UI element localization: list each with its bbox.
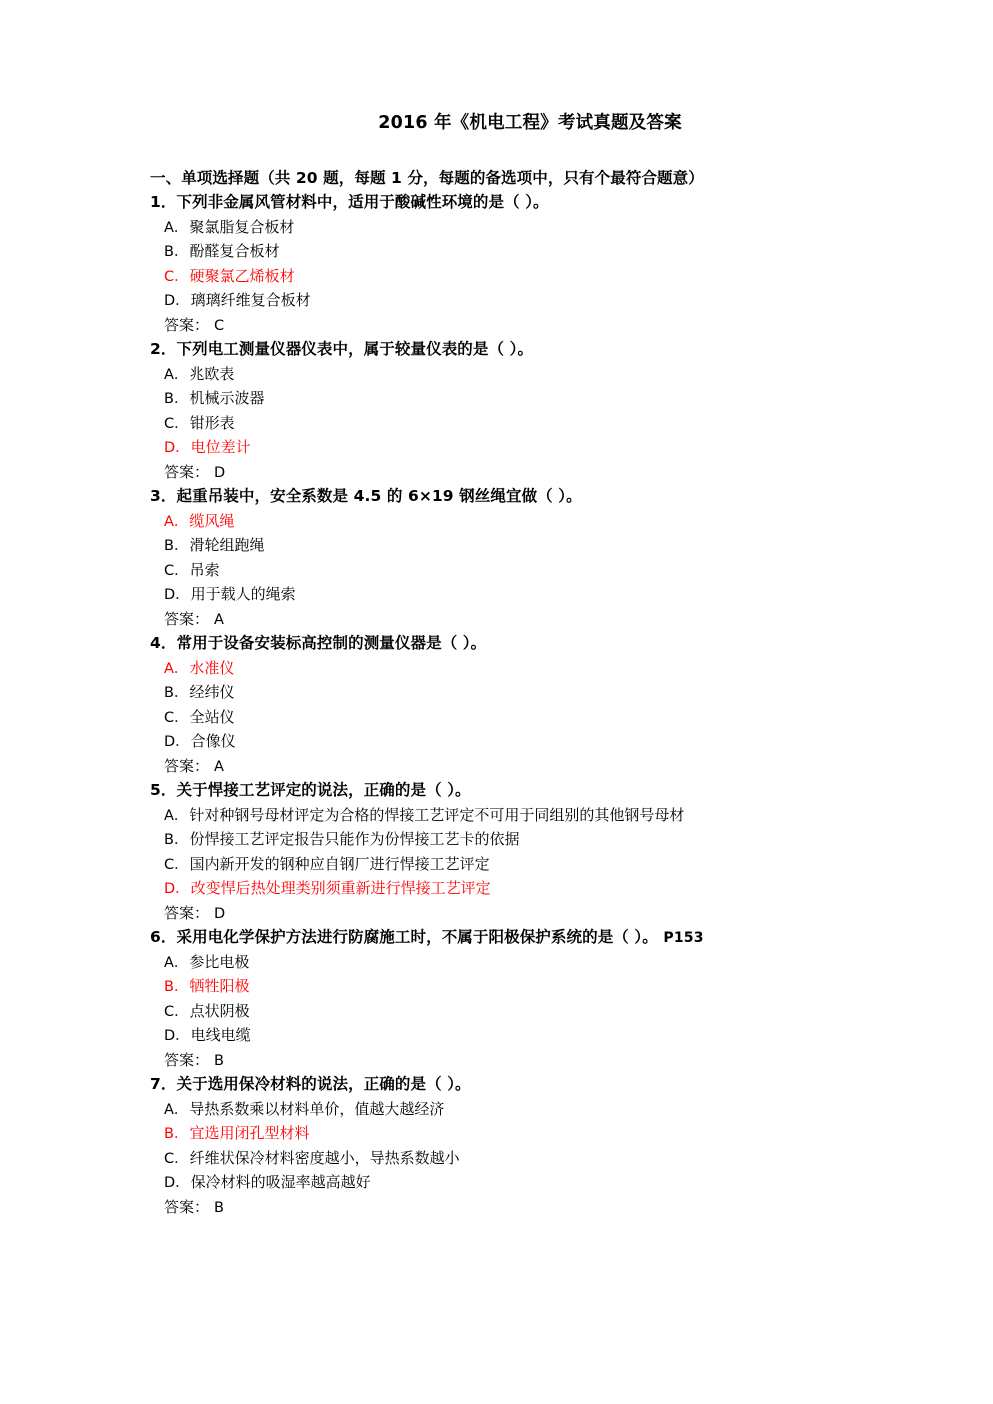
option-text: 用于载人的绳索	[190, 585, 296, 604]
question-text: 下列电工测量仪器仪表中，属于较量仪表的是（ ）。	[176, 340, 534, 359]
option-letter: B．	[164, 391, 189, 408]
question-number: 6．	[150, 928, 177, 947]
page-title: 2016 年《机电工程》考试真题及答案	[378, 113, 682, 133]
answer-value: D	[214, 464, 226, 481]
option-text: 份悍接工艺评定报告只能作为份悍接工艺卡的依据	[189, 830, 520, 849]
option-letter: C．	[164, 562, 189, 579]
answer-option[interactable]	[150, 952, 910, 971]
option-letter: C．	[164, 268, 189, 285]
question-text: 常用于设备安装标高控制的测量仪器是（ ）。	[176, 634, 487, 653]
option-text: 改变悍后热处理类别须重新进行悍接工艺评定	[190, 879, 491, 898]
answer-option[interactable]	[150, 440, 910, 456]
option-letter: B．	[164, 685, 189, 702]
section-heading: 一、单项选择题（共 20 题，每题 1 分，每题的备选项中，只有个最符合题意）	[150, 168, 704, 187]
question-stem	[150, 783, 910, 799]
option-text: 吊索	[189, 560, 220, 579]
option-letter: D．	[164, 293, 190, 310]
answer-option[interactable]	[150, 1148, 910, 1167]
answer-label: 答案：	[164, 462, 210, 481]
option-letter: A．	[164, 219, 189, 236]
question-stem	[150, 342, 910, 358]
option-text: 酚醛复合板材	[189, 242, 280, 261]
answer-option[interactable]	[150, 293, 910, 309]
option-letter: D．	[164, 881, 190, 898]
option-text: 保冷材料的吸湿率越高越好	[190, 1173, 371, 1192]
option-letter: C．	[164, 709, 189, 726]
option-letter: A．	[164, 954, 189, 971]
option-text: 国内新开发的钢种应自钢厂进行悍接工艺评定	[189, 854, 490, 873]
question-block	[150, 489, 910, 627]
option-letter: B．	[164, 1126, 189, 1143]
answer-option[interactable]	[150, 266, 910, 285]
option-text: 机械示波器	[189, 389, 265, 408]
option-text: 滑轮组跑绳	[189, 536, 265, 555]
option-letter: D．	[164, 440, 190, 457]
question-block	[150, 783, 910, 921]
answer-option[interactable]	[150, 1126, 910, 1142]
answer-option[interactable]	[150, 511, 910, 530]
question-number: 2．	[150, 340, 177, 359]
option-text: 兆欧表	[189, 364, 235, 383]
option-text: 聚氯脂复合板材	[189, 217, 295, 236]
answer-option[interactable]	[150, 1175, 910, 1191]
answer-line	[150, 1197, 910, 1216]
question-block	[150, 1077, 910, 1215]
question-stem	[150, 195, 910, 211]
option-text: 钳形表	[189, 413, 235, 432]
question-text: 采用电化学保护方法进行防腐施工时，不属于阳极保护系统的是（ ）。	[176, 928, 658, 947]
question-text: 关于悍接工艺评定的说法，正确的是（ ）。	[176, 781, 471, 800]
answer-line	[150, 756, 910, 775]
answer-option[interactable]	[150, 979, 910, 995]
option-text: 导热系数乘以材料单价，值越大越经济	[189, 1099, 445, 1118]
option-text: 电线电缆	[190, 1026, 251, 1045]
answer-value: A	[214, 758, 224, 775]
option-text: 全站仪	[189, 707, 235, 726]
option-text: 合像仪	[190, 732, 236, 751]
document-body	[150, 112, 910, 1224]
question-stem	[150, 489, 910, 505]
question-text: 起重吊装中，安全系数是 4.5 的 6×19 钢丝绳宜做（ ）。	[176, 487, 582, 506]
answer-option[interactable]	[150, 244, 910, 260]
option-letter: C．	[164, 856, 189, 873]
question-number: 5．	[150, 781, 177, 800]
question-block	[150, 342, 910, 480]
option-letter: A．	[164, 1101, 189, 1118]
option-text: 纤维状保冷材料密度越小，导热系数越小	[189, 1148, 460, 1167]
option-letter: D．	[164, 734, 190, 751]
option-letter: D．	[164, 1028, 190, 1045]
option-letter: A．	[164, 660, 189, 677]
option-letter: D．	[164, 1175, 190, 1192]
answer-option[interactable]	[150, 658, 910, 677]
answer-label: 答案：	[164, 903, 210, 922]
answer-label: 答案：	[164, 1050, 210, 1069]
question-block	[150, 195, 910, 333]
answer-option[interactable]	[150, 391, 910, 407]
question-stem	[150, 1077, 910, 1093]
option-letter: B．	[164, 832, 189, 849]
answer-option[interactable]	[150, 1099, 910, 1118]
questions-list	[150, 195, 910, 1215]
question-text: 关于选用保冷材料的说法，正确的是（ ）。	[176, 1075, 471, 1094]
option-letter: A．	[164, 807, 189, 824]
option-text: 电位差计	[190, 438, 251, 457]
answer-line	[150, 315, 910, 334]
answer-label: 答案：	[164, 315, 210, 334]
question-text: 下列非金属风管材料中，适用于酸碱性环境的是（ ）。	[176, 193, 549, 212]
answer-value: D	[214, 905, 226, 922]
question-stem	[150, 930, 910, 946]
answer-option[interactable]	[150, 560, 910, 579]
answer-line	[150, 1050, 910, 1069]
answer-option[interactable]	[150, 832, 910, 848]
option-text: 璃璃纤维复合板材	[190, 291, 311, 310]
answer-value: B	[214, 1199, 224, 1216]
question-number: 1．	[150, 193, 177, 212]
answer-line	[150, 462, 910, 481]
answer-label: 答案：	[164, 609, 210, 628]
option-letter: B．	[164, 538, 189, 555]
option-text: 牺牲阳极	[189, 977, 250, 996]
answer-option[interactable]	[150, 217, 910, 236]
question-number: 3．	[150, 487, 177, 506]
option-text: 水准仪	[189, 658, 235, 677]
answer-option[interactable]	[150, 685, 910, 701]
question-number: 4．	[150, 634, 177, 653]
option-text: 宜选用闭孔型材料	[189, 1124, 310, 1143]
option-text: 点状阴极	[189, 1001, 250, 1020]
option-letter: D．	[164, 587, 190, 604]
answer-line	[150, 903, 910, 922]
option-text: 硬聚氯乙烯板材	[189, 266, 295, 285]
option-letter: C．	[164, 1150, 189, 1167]
option-text: 针对种钢号母材评定为合格的悍接工艺评定不可用于同组别的其他钢号母材	[189, 805, 685, 824]
option-letter: A．	[164, 513, 189, 530]
answer-label: 答案：	[164, 756, 210, 775]
answer-line	[150, 609, 910, 628]
question-page-reference: P153	[663, 930, 704, 947]
option-letter: A．	[164, 366, 189, 383]
answer-value: A	[214, 611, 224, 628]
option-letter: C．	[164, 415, 189, 432]
option-text: 缆风绳	[189, 511, 235, 530]
option-letter: B．	[164, 979, 189, 996]
answer-option[interactable]	[150, 854, 910, 873]
answer-option[interactable]	[150, 538, 910, 554]
option-letter: B．	[164, 244, 189, 261]
answer-option[interactable]	[150, 413, 910, 432]
answer-option[interactable]	[150, 734, 910, 750]
answer-value: C	[214, 317, 225, 334]
option-text: 参比电极	[189, 952, 250, 971]
answer-option[interactable]	[150, 707, 910, 726]
option-text: 经纬仪	[189, 683, 235, 702]
answer-option[interactable]	[150, 364, 910, 383]
answer-option[interactable]	[150, 881, 910, 897]
answer-option[interactable]	[150, 805, 910, 824]
answer-label: 答案：	[164, 1197, 210, 1216]
question-block	[150, 930, 910, 1068]
answer-value: B	[214, 1052, 224, 1069]
question-stem	[150, 636, 910, 652]
answer-option[interactable]	[150, 1028, 910, 1044]
answer-option[interactable]	[150, 587, 910, 603]
question-block	[150, 636, 910, 774]
answer-option[interactable]	[150, 1001, 910, 1020]
question-number: 7．	[150, 1075, 177, 1094]
option-letter: C．	[164, 1003, 189, 1020]
